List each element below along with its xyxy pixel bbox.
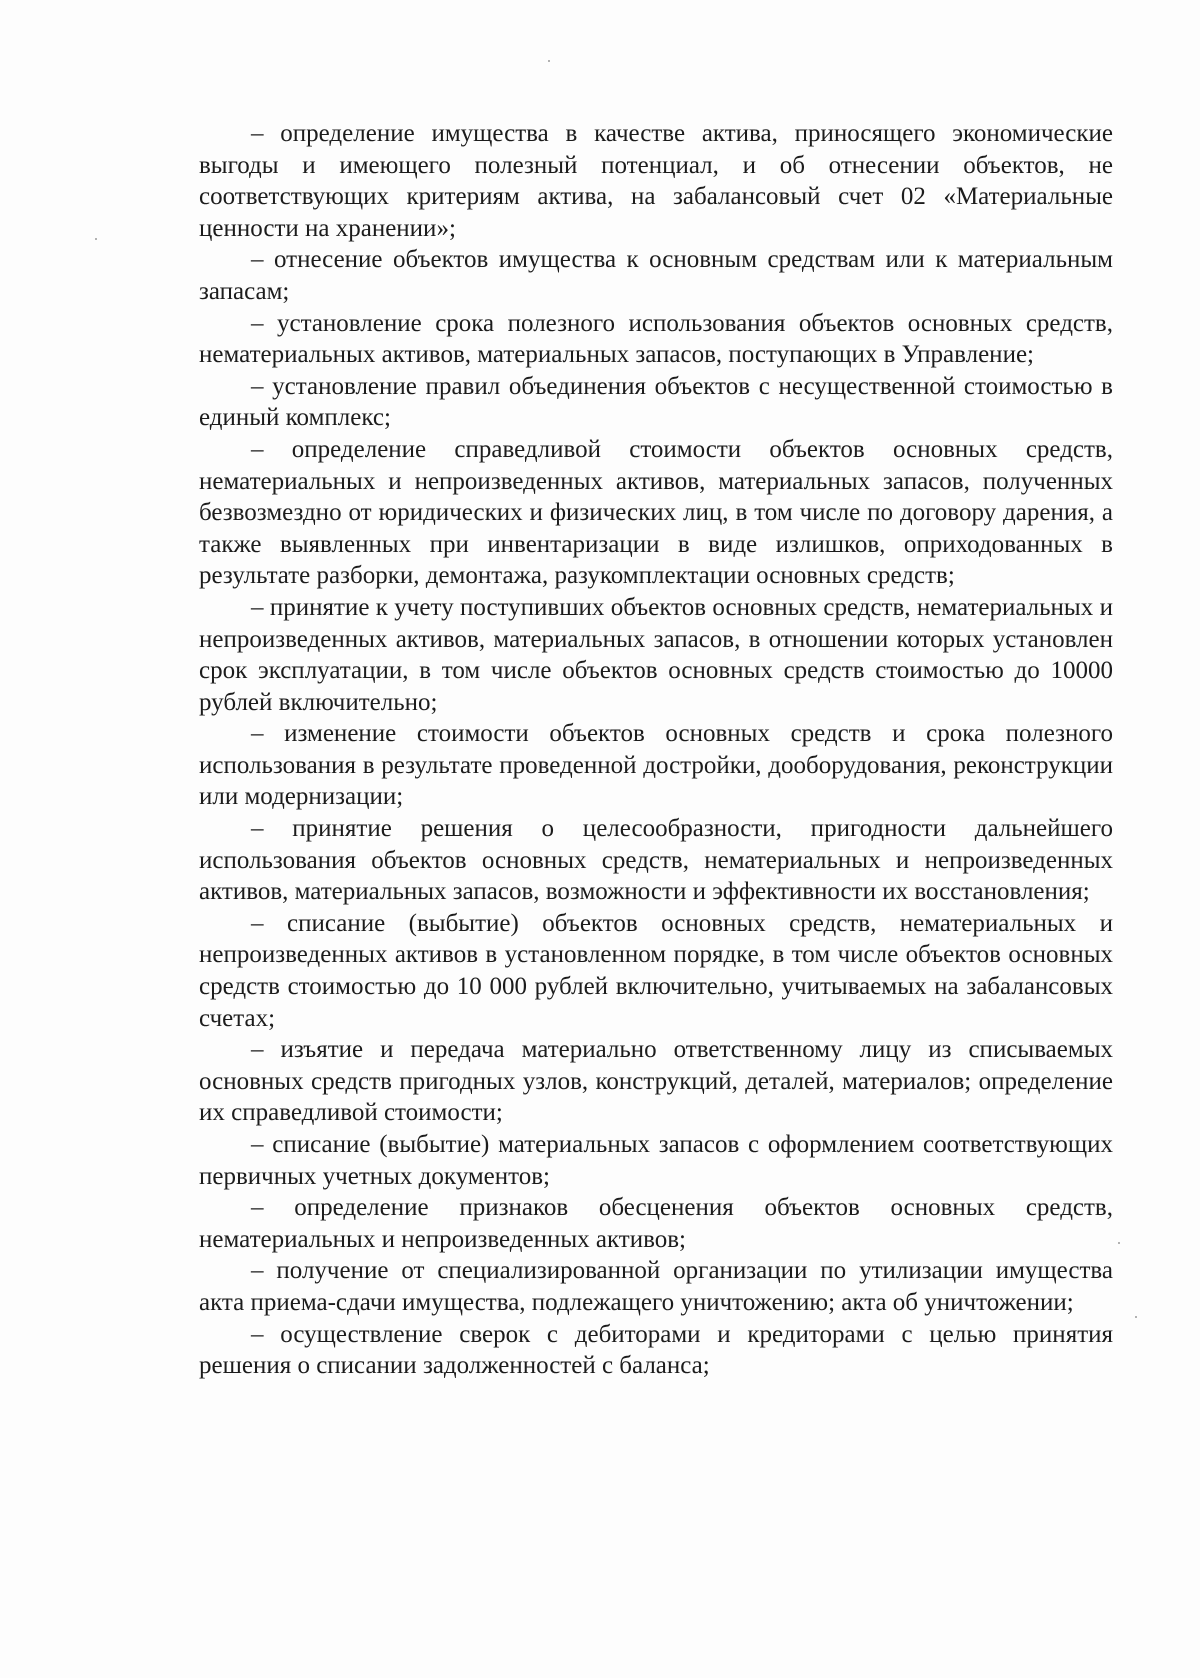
list-item: – определение справедливой стоимости объектов основных средств, нематериальных и непроизведенных активов, материальных запасов, полученных безвозмездно от юридических и физических лиц, в том числе по договору дарения, а также выявленных при инвентаризации в виде излишков, оприходованных в результате разборки, демонтажа, разукомплектации основных средств;: [199, 435, 1113, 590]
list-item: – списание (выбытие) материальных запасов с оформлением соответствующих первичных учетных документов;: [199, 1131, 1113, 1190]
list-item: – принятие решения о целесообразности, пригодности дальнейшего использования объектов основных средств, нематериальных и непроизведенных активов, материальных запасов, возможности и эффективности их восстановления;: [199, 815, 1113, 906]
list-item: – принятие к учету поступивших объектов основных средств, нематериальных и непроизведенных активов, материальных запасов, в отношении которых установлен срок эксплуатации, в том числе объектов основных средств стоимостью до 10000 рублей включительно;: [199, 593, 1113, 716]
list-item: – получение от специализированной организации по утилизации имущества акта приема-сдачи имущества, подлежащего уничтожению; акта об уничтожении;: [199, 1257, 1113, 1316]
document-body: [199, 118, 1113, 1382]
scan-speck: [95, 238, 97, 240]
list-item: – определение признаков обесценения объектов основных средств, нематериальных и непроизведенных активов;: [199, 1194, 1113, 1253]
scan-speck: [1135, 1316, 1137, 1318]
list-item: – изменение стоимости объектов основных средств и срока полезного использования в результате проведенной достройки, дооборудования, реконструкции или модернизации;: [199, 720, 1113, 811]
list-item: – установление правил объединения объектов с несущественной стоимостью в единый комплекс;: [199, 372, 1113, 432]
list-item: – установление срока полезного использования объектов основных средств, нематериальных активов, материальных запасов, поступающих в Управление;: [199, 309, 1113, 369]
list-item: – отнесение объектов имущества к основным средствам или к материальным запасам;: [199, 246, 1113, 305]
scan-speck: [1118, 1242, 1120, 1244]
list-item: – списание (выбытие) объектов основных средств, нематериальных и непроизведенных активов в установленном порядке, в том числе объектов основных средств стоимостью до 10 000 рублей включительно, учитываемых на забалансовых счетах;: [199, 909, 1113, 1032]
scan-speck: [548, 60, 550, 62]
list-item: – определение имущества в качестве актива, приносящего экономические выгоды и имеющего полезный потенциал, и об отнесении объектов, не соответствующих критериям актива, на забалансовый счет 02 «Материальные ценности на хранении»;: [199, 120, 1113, 242]
list-item: – изъятие и передача материально ответственному лицу из списываемых основных средств пригодных узлов, конструкций, деталей, материалов; определение их справедливой стоимости;: [199, 1036, 1113, 1127]
list-item: – осуществление сверок с дебиторами и кредиторами с целью принятия решения о списании задолженностей с баланса;: [199, 1320, 1113, 1380]
